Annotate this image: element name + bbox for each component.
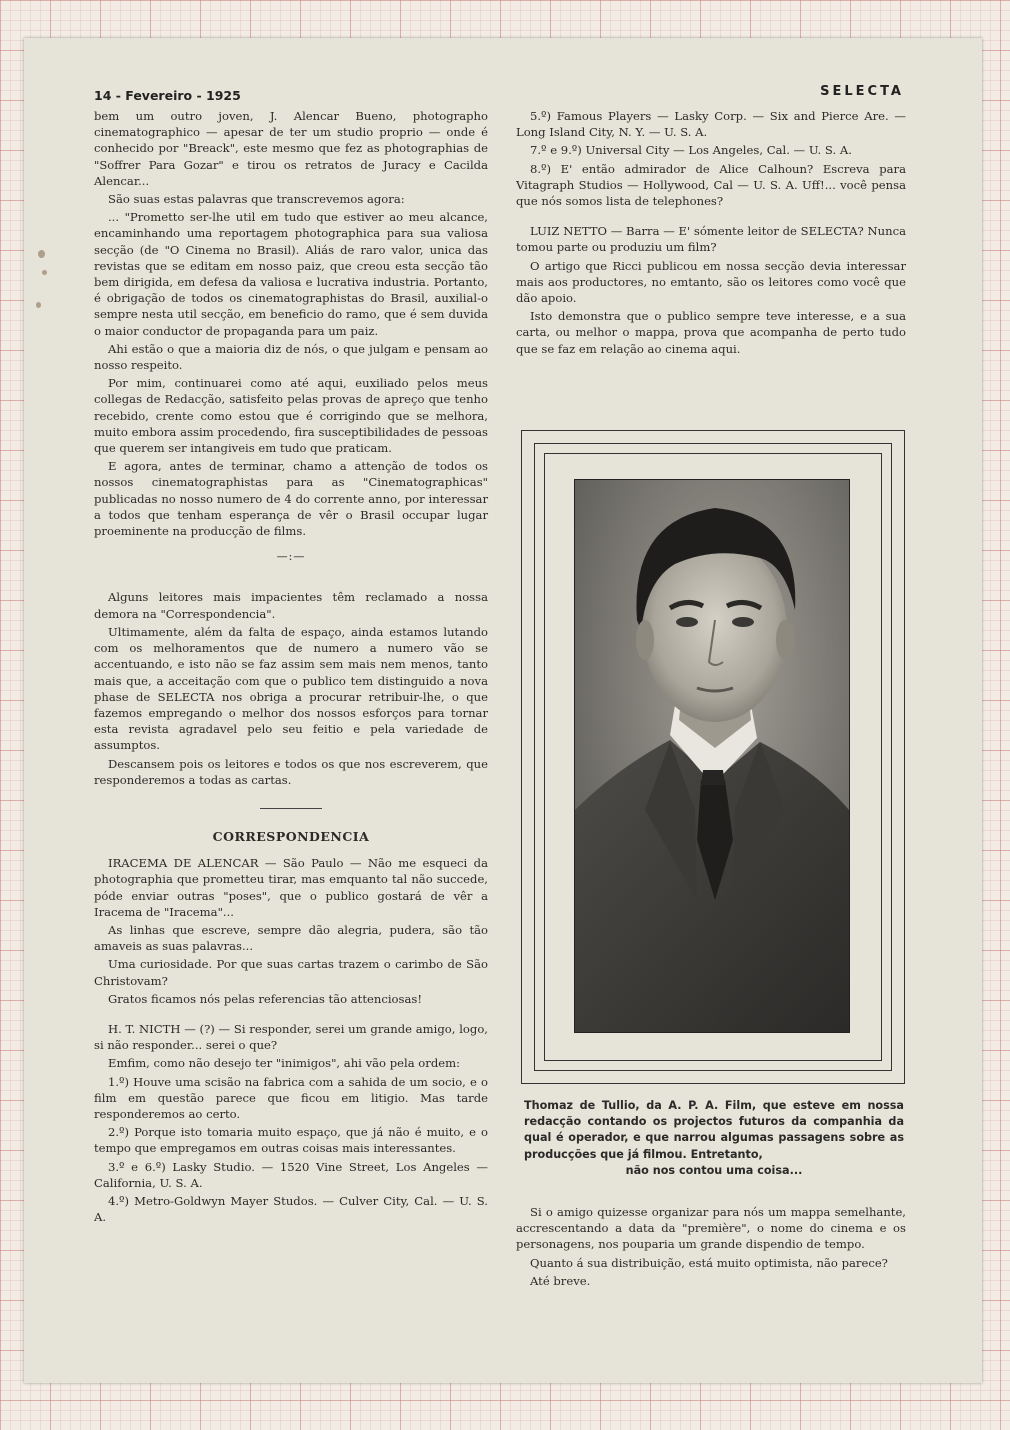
left-column [94,108,488,1227]
letter-paragraph: Uma curiosidade. Por que suas cartas trazem o carimbo de São Christovam? [94,957,488,988]
letter-paragraph: Isto demonstra que o publico sempre teve interesse, e a sua carta, ou melhor o mappa, prova que acompanha de perto tudo que se faz em relação ao cinema aqui. [516,309,906,356]
paper-stain [38,250,45,258]
note-paragraph: Alguns leitores mais impacientes têm reclamado a nossa demora na "Correspondencia". [94,590,488,621]
letter-paragraph: 1.º) Houve uma scisão na fabrica com a sahida de um socio, e o film em questão parece que ficou em litigio. Mas tarde responderemos ao certo. [94,1074,488,1121]
magazine-title: SELECTA [820,84,904,99]
letter-paragraph: Emfim, como não desejo ter "inimigos", ahi vão pela ordem: [108,1056,460,1071]
letter-paragraph: IRACEMA DE ALENCAR — São Paulo — Não me esqueci da photographia que prometteu tirar, mas emquanto tal não succede, póde enviar outras "poses", que o publico gostará de vêr a Iracema de "Iracema"... [94,856,488,919]
divider-line [260,808,322,809]
letter-paragraph: Até breve. [530,1273,591,1288]
letter-paragraph: 5.º) Famous Players — Lasky Corp. — Six and Pierce Are. — Long Island City, N. Y. — U. S. A. [516,109,906,140]
letter-paragraph: As linhas que escreve, sempre dão alegria, pudera, são tão amaveis as suas palavras... [94,922,488,954]
portrait-frame [521,430,905,1084]
note-paragraph: Descansem pois os leitores e todos os que nos escreverem, que responderemos a todas as cartas. [94,756,488,787]
letter-paragraph: H. T. NICTH — (?) — Si responder, serei um grande amigo, logo, si não responder... serei o que? [94,1021,488,1053]
letter-paragraph: Gratos ficamos nós pelas referencias tão attenciosas! [108,991,422,1006]
letter-paragraph: 7.º e 9.º) Universal City — Los Angeles, Cal. — U. S. A. [530,143,852,158]
letter-paragraph: O artigo que Ricci publicou em nossa secção devia interessar mais aos productores, no emtanto, são os leitores como você que dão apoio. [516,258,906,306]
letter-paragraph: LUIZ NETTO — Barra — E' sómente leitor de SELECTA? Nunca tomou parte ou produziu um film? [516,224,906,255]
letter-paragraph: Quanto á sua distribuição, está muito optimista, não parece? [530,1255,888,1270]
article-paragraph: ... "Prometto ser-lhe util em tudo que estiver ao meu alcance, encaminhando uma reportagem photographica para sua valiosa secção (de "O Cinema no Brasil). Aliás de raro valor, unica das revistas que se editam em nosso paiz, que creou esta secção tão bem dirigida, em defesa da valiosa e lucrativa industria. Portanto, é obrigação de todos os cinematographistas do Brasil, auxilial-o sempre nesta util secção, em beneficio do ramo, que é sem duvida o maior conductor de propaganda para um paiz. [94,210,488,338]
portrait-illustration [575,480,849,1032]
letter-paragraph: 4.º) Metro-Goldwyn Mayer Studos. — Culver City, Cal. — U. S. A. [94,1193,488,1225]
photo-caption [524,1098,904,1179]
photo-caption-last-line: não nos contou uma coisa... [625,1163,803,1177]
letter-paragraph: 8.º) E' então admirador de Alice Calhoun? Escreva para Vitagraph Studios — Hollywood, Cal — U. S. A. Uff!... você pensa que nós somos lista de telephones? [516,161,906,209]
article-paragraph: Por mim, continuarei como até aqui, euxiliado pelos meus collegas de Redacção, satisfeito pelas provas de apreço que tenho recebido, crente como estou que é corrigindo que se melhora, muito embora assim procedendo, fira susceptibilidades de pessoas que querem ser intangiveis em tudo que praticam. [94,376,488,456]
paper-stain [36,302,41,308]
correspondencia-heading: CORRESPONDENCIA [212,828,370,844]
note-paragraph: Ultimamente, além da falta de espaço, ainda estamos lutando com os melhoramentos que de numero a numero vão se accentuando, e isto não se faz assim sem mais nem menos, tanto mais que, a acceitação com que o publico tem distinguido a nova phase de SELECTA nos obriga a procurar retribuir-lhe, o que fazemos empregando o melhor dos nossos esforços para tornar esta revista agradavel pelo seu feitio e pela variedade de assumptos. [94,624,488,753]
article-paragraph: Ahi estão o que a maioria diz de nós, o que julgam e pensam ao nosso respeito. [94,341,488,373]
paper-stain [42,270,47,275]
letter-paragraph: 3.º e 6.º) Lasky Studio. — 1520 Vine Street, Los Angeles — California, U. S. A. [94,1159,488,1190]
right-column-top [516,108,906,359]
letter-paragraph: Si o amigo quizesse organizar para nós um mappa semelhante, accrescentando a data da "première", o nome do cinema e os personagens, nos pouparia um grande dispendio de tempo. [516,1205,906,1252]
portrait-photo [574,479,850,1033]
page-date: 14 - Fevereiro - 1925 [94,88,241,103]
article-paragraph: E agora, antes de terminar, chamo a attenção de todos os nossos cinematographistas para as "Cinematographicas" publicadas no nosso numero de 4 do corrente anno, por interessar a todos que tenham esperança de vêr o Brasil occupar lugar proeminente na producção de films. [94,459,488,539]
letter-paragraph: 2.º) Porque isto tomaria muito espaço, que já não é muito, e o tempo que empregamos em outras coisas mais interessantes. [94,1125,488,1156]
section-separator: —:— [276,550,306,564]
article-paragraph: São suas estas palavras que transcrevemos agora: [108,192,405,207]
magazine-page [24,38,982,1383]
photo-caption-text: Thomaz de Tullio, da A. P. A. Film, que esteve em nossa redacção contando os projectos futuros da companhia da qual é operador, e que narrou algumas passagens sobre as producções que já filmou. Entretanto, [524,1099,904,1161]
right-column-bottom [516,1204,906,1291]
article-paragraph: bem um outro joven, J. Alencar Bueno, photographo cinematographico — apesar de ter um studio proprio — onde é conhecido por "Breack", este mesmo que fez as photographias de "Soffrer Para Gozar" e tirou os retratos de Juracy e Cacilda Alencar... [94,109,488,188]
